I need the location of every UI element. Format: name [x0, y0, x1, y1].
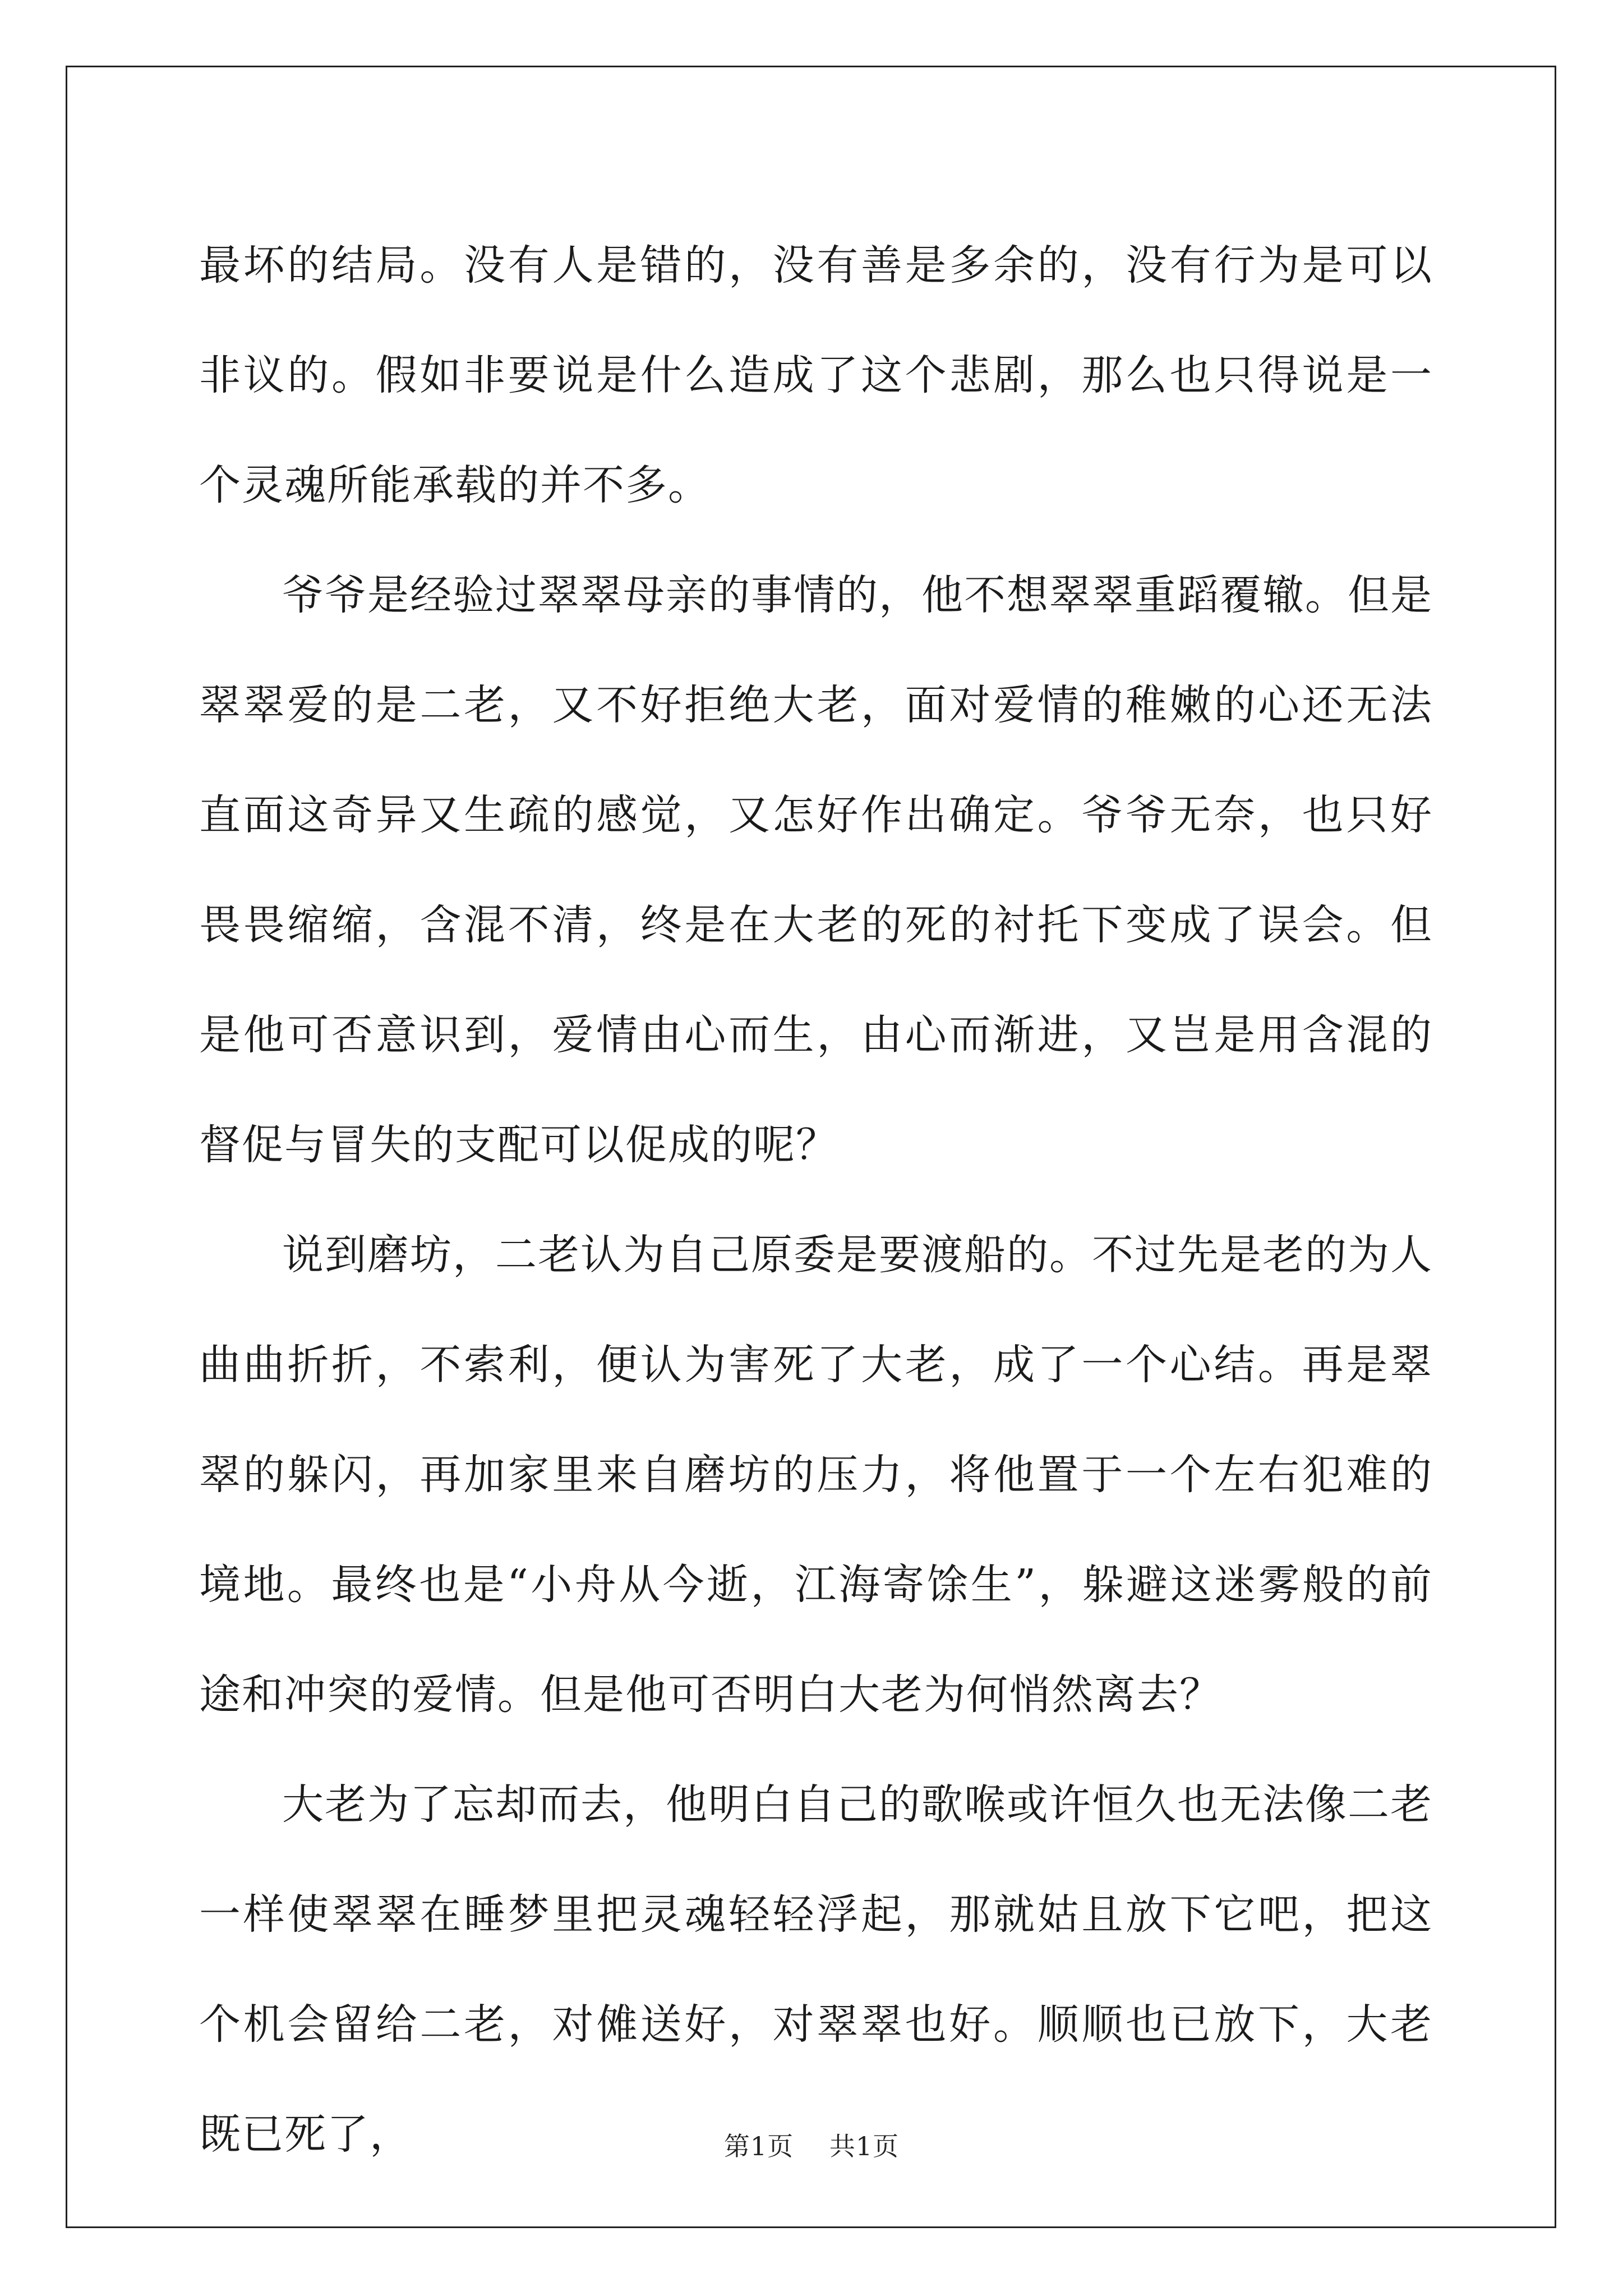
paragraph-2: 爷爷是经验过翠翠母亲的事情的，他不想翠翠重蹈覆辙。但是翠翠爱的是二老，又不好拒绝大老，面对爱情的稚嫩的心还无法直面这奇异又生疏的感觉，又怎好作出确定。爷爷无奈，也只好畏畏缩缩，含混不清，终是在大老的死的衬托下变成了误会。但是他可否意识到，爱情由心而生，由心而渐进，又岂是用含混的督促与冒失的支配可以促成的呢？ [199, 571, 1433, 1169]
paragraph-3: 说到磨坊，二老认为自己原委是要渡船的。不过先是老的为人曲曲折折，不索利，便认为害死了大老，成了一个心结。再是翠翠的躲闪，再加家里来自磨坊的压力，将他置于一个左右犯难的境地。最终也是“小舟从今逝，江海寄馀生”，躲避这迷雾般的前途和冲突的爱情。但是他可否明白大老为何悄然离去？ [199, 1231, 1433, 1719]
paragraph-4: 大老为了忘却而去，他明白自己的歌喉或许恒久也无法像二老一样使翠翠在睡梦里把灵魂轻轻浮起，那就姑且放下它吧，把这个机会留给二老，对傩送好，对翠翠也好。顺顺也已放下，大老既已死了， [199, 1780, 1433, 2159]
page-number-current: 第1页 [723, 2131, 794, 2161]
document-body [199, 210, 1433, 2189]
paragraph-1: 最坏的结局。没有人是错的，没有善是多余的，没有行为是可以非议的。假如非要说是什么造成了这个悲剧，那么也只得说是一个灵魂所能承载的并不多。 [199, 241, 1433, 509]
page-footer [0, 2129, 1623, 2163]
page-number-total: 共1页 [829, 2131, 900, 2161]
